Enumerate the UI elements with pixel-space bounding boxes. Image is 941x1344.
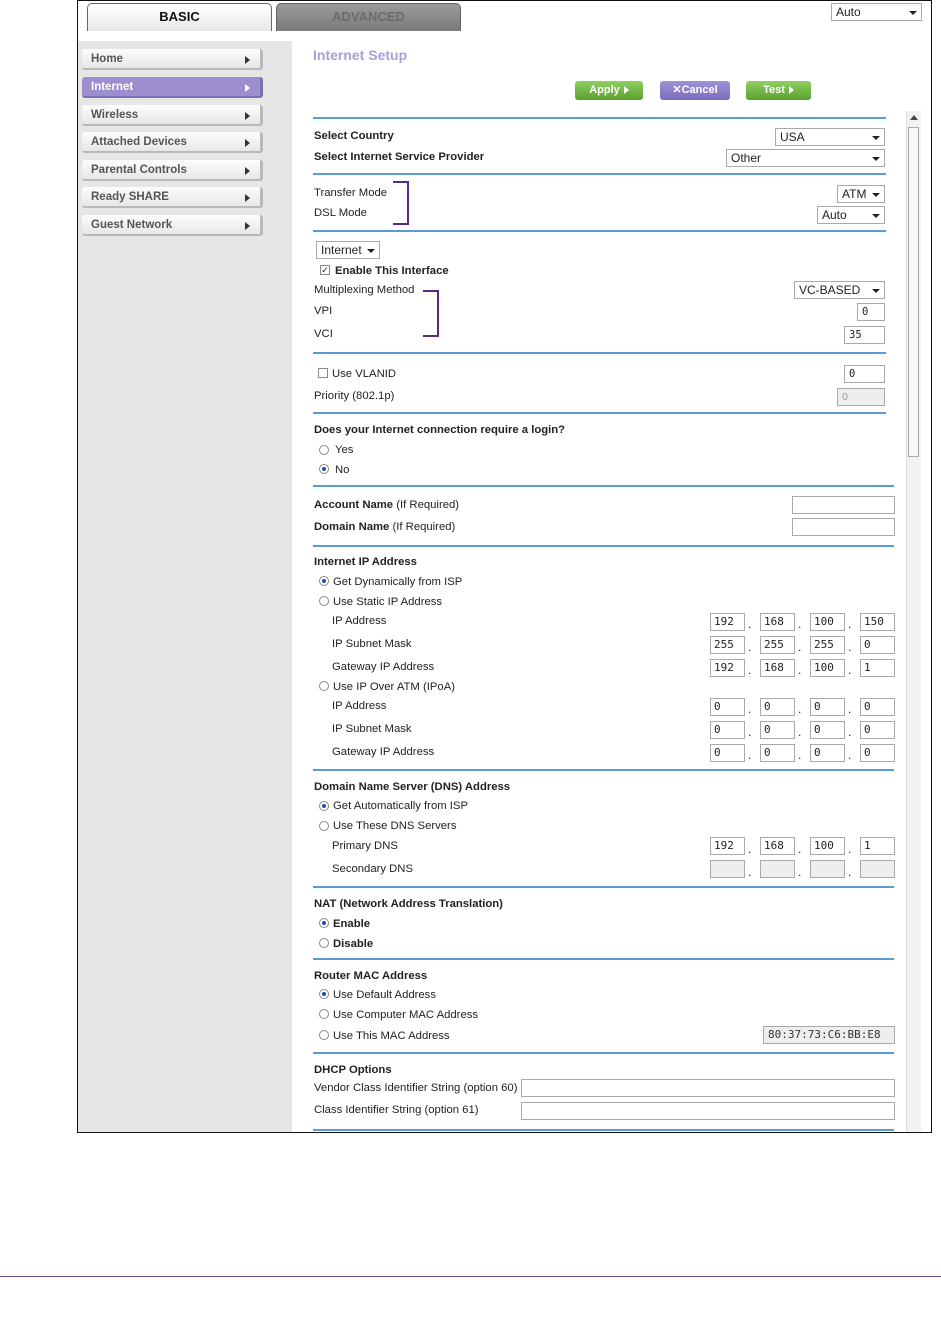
country-select[interactable]: [775, 128, 885, 146]
account-name-hint: (If Required): [396, 499, 460, 511]
vci-input[interactable]: 35: [844, 326, 885, 344]
interface-value: Internet: [321, 243, 362, 257]
page-footer-rule: [0, 1276, 941, 1277]
sidebar-item-guest-network[interactable]: [82, 215, 263, 236]
octet-separator: .: [798, 617, 802, 631]
ipoa-ip-octet-2[interactable]: 0: [760, 698, 795, 716]
chevron-right-icon: [245, 194, 250, 202]
mac-computer-label: Use Computer MAC Address: [333, 1009, 479, 1021]
section-divider: [313, 769, 894, 771]
sidebar-item-ready-share[interactable]: [82, 187, 263, 208]
static-mask-octet-2[interactable]: 255: [760, 636, 795, 654]
nat-enable-label: Enable: [333, 918, 371, 930]
octet-separator: .: [798, 842, 802, 856]
ipoa-ip-octet-1[interactable]: 0: [710, 698, 745, 716]
account-name-input[interactable]: [792, 496, 895, 514]
section-divider: [313, 1129, 894, 1131]
country-value: USA: [780, 130, 805, 144]
octet-separator: .: [748, 748, 752, 762]
section-divider: [313, 485, 894, 487]
sidebar-item-label: Guest Network: [91, 219, 173, 231]
primary-dns-octet-4[interactable]: 1: [860, 837, 895, 855]
dns-heading: Domain Name Server (DNS) Address: [314, 781, 511, 793]
ip-dynamic-label: Get Dynamically from ISP: [333, 576, 463, 588]
octet-separator: .: [848, 640, 852, 654]
ipoa-mask-octet-1[interactable]: 0: [710, 721, 745, 739]
transfer-mode-label: Transfer Mode: [314, 187, 388, 199]
close-icon: ✕: [672, 84, 682, 96]
chevron-down-icon: [909, 11, 917, 15]
callout-bracket: [423, 290, 439, 337]
priority-input[interactable]: 0: [837, 388, 885, 406]
secondary-dns-label: Secondary DNS: [332, 863, 413, 875]
primary-dns-octet-3[interactable]: 100: [810, 837, 845, 855]
login-question: Does your Internet connection require a login?: [314, 424, 566, 436]
domain-name-text: Domain Name: [314, 521, 390, 533]
mac-computer-radio[interactable]: [319, 1009, 329, 1019]
vendor-class-input[interactable]: [521, 1079, 895, 1097]
login-yes-radio[interactable]: [319, 445, 329, 455]
mac-address-input[interactable]: 80:37:73:C6:BB:E8: [763, 1026, 895, 1044]
sidebar-item-label: Internet: [91, 81, 134, 93]
isp-value: Other: [731, 151, 762, 165]
dsl-mode-label: DSL Mode: [314, 207, 367, 219]
main-content: [292, 41, 931, 1133]
section-divider: [313, 886, 894, 888]
secondary-dns-octet-4[interactable]: [860, 860, 895, 878]
octet-separator: .: [848, 865, 852, 879]
octet-separator: .: [798, 640, 802, 654]
dns-auto-label: Get Automatically from ISP: [333, 800, 468, 812]
callout-bracket: [393, 181, 409, 225]
octet-separator: .: [748, 702, 752, 716]
sidebar-item-parental-controls[interactable]: [82, 160, 263, 181]
sidebar-item-label: Wireless: [91, 109, 139, 121]
cancel-label: Cancel: [681, 84, 718, 96]
static-gateway-octet-4[interactable]: 1: [860, 659, 895, 677]
octet-separator: .: [798, 865, 802, 879]
ipoa-gateway-label: Gateway IP Address: [332, 746, 435, 758]
mac-this-label: Use This MAC Address: [333, 1030, 450, 1042]
ipoa-ip-octet-4[interactable]: 0: [860, 698, 895, 716]
scrollbar[interactable]: [906, 111, 921, 1133]
apply-label: Apply: [589, 84, 620, 96]
static-ip-octet-1[interactable]: 192: [710, 613, 745, 631]
priority-label: Priority (802.1p): [314, 390, 395, 402]
octet-separator: .: [848, 702, 852, 716]
chevron-right-icon: [245, 167, 250, 175]
chevron-down-icon: [872, 157, 880, 161]
octet-separator: .: [748, 865, 752, 879]
chevron-down-icon: [872, 289, 880, 293]
ip-dynamic-radio[interactable]: [319, 576, 329, 586]
vendor-class-label: Vendor Class Identifier String (option 60): [314, 1082, 518, 1094]
ip-ipoa-label: Use IP Over ATM (IPoA): [333, 681, 455, 693]
nat-disable-radio[interactable]: [319, 938, 329, 948]
chevron-down-icon: [872, 136, 880, 140]
secondary-dns-octet-2[interactable]: [760, 860, 795, 878]
sidebar-item-attached-devices[interactable]: [82, 132, 263, 153]
octet-separator: .: [748, 842, 752, 856]
domain-name-input[interactable]: [792, 518, 895, 536]
primary-dns-octet-2[interactable]: 168: [760, 837, 795, 855]
interface-select[interactable]: [316, 241, 380, 259]
router-admin-window: [77, 0, 932, 1133]
scroll-thumb[interactable]: [908, 127, 919, 457]
ip-static-radio[interactable]: [319, 596, 329, 606]
chevron-right-icon: [245, 222, 250, 230]
sidebar-item-label: Home: [91, 53, 123, 65]
static-ip-octet-3[interactable]: 100: [810, 613, 845, 631]
test-button[interactable]: [746, 81, 811, 100]
sidebar-item-label: Parental Controls: [91, 164, 187, 176]
section-divider: [313, 1052, 894, 1054]
section-divider: [313, 230, 886, 232]
dsl-mode-select[interactable]: [817, 206, 885, 224]
primary-dns-label: Primary DNS: [332, 840, 398, 852]
class-identifier-input[interactable]: [521, 1102, 895, 1120]
login-no-label: No: [335, 464, 350, 476]
page-title: Internet Setup: [313, 47, 408, 63]
sidebar-item-wireless[interactable]: [82, 105, 263, 126]
isp-select[interactable]: [726, 149, 885, 167]
octet-separator: .: [798, 702, 802, 716]
domain-name-hint: (If Required): [392, 521, 456, 533]
octet-separator: .: [848, 748, 852, 762]
transfer-mode-select[interactable]: [837, 185, 885, 203]
section-divider: [313, 117, 886, 119]
ip-static-label: Use Static IP Address: [333, 596, 443, 608]
ipoa-gateway-octet-3[interactable]: 0: [810, 744, 845, 762]
vci-label: VCI: [314, 328, 333, 340]
dns-manual-radio[interactable]: [319, 821, 329, 831]
vlan-checkbox[interactable]: [318, 368, 328, 378]
chevron-down-icon: [367, 249, 375, 253]
static-gateway-octet-3[interactable]: 100: [810, 659, 845, 677]
mac-default-radio[interactable]: [319, 989, 329, 999]
chevron-down-icon: [872, 214, 880, 218]
mac-heading: Router MAC Address: [314, 970, 428, 982]
account-name-text: Account Name: [314, 499, 394, 511]
multiplexing-value: VC-BASED: [799, 283, 861, 297]
octet-separator: .: [848, 725, 852, 739]
octet-separator: .: [848, 842, 852, 856]
login-no-radio[interactable]: [319, 464, 329, 474]
language-value: Auto: [836, 5, 861, 19]
static-gateway-octet-1[interactable]: 192: [710, 659, 745, 677]
static-mask-octet-1[interactable]: 255: [710, 636, 745, 654]
sidebar: [78, 41, 292, 1133]
static-ip-label: IP Address: [332, 615, 387, 627]
dns-auto-radio[interactable]: [319, 801, 329, 811]
section-divider: [313, 545, 894, 547]
mac-this-radio[interactable]: [319, 1030, 329, 1040]
static-gateway-label: Gateway IP Address: [332, 661, 435, 673]
vpi-input[interactable]: 0: [857, 303, 885, 321]
domain-name-label: [314, 521, 455, 533]
static-ip-octet-2[interactable]: 168: [760, 613, 795, 631]
static-gateway-octet-2[interactable]: 168: [760, 659, 795, 677]
section-divider: [313, 352, 886, 354]
nat-enable-radio[interactable]: [319, 918, 329, 928]
octet-separator: .: [748, 725, 752, 739]
account-name-label: [314, 499, 459, 511]
ipoa-gateway-octet-1[interactable]: 0: [710, 744, 745, 762]
ipoa-mask-octet-4[interactable]: 0: [860, 721, 895, 739]
nat-heading: NAT (Network Address Translation): [314, 898, 503, 910]
octet-separator: .: [798, 663, 802, 677]
dhcp-heading: DHCP Options: [314, 1064, 392, 1076]
mac-default-label: Use Default Address: [333, 989, 436, 1001]
play-icon: [789, 86, 794, 94]
static-mask-octet-3[interactable]: 255: [810, 636, 845, 654]
secondary-dns-octet-3[interactable]: [810, 860, 845, 878]
tab-basic[interactable]: BASIC: [87, 3, 272, 31]
static-mask-label: IP Subnet Mask: [332, 638, 412, 650]
octet-separator: .: [798, 748, 802, 762]
scroll-up-icon[interactable]: [910, 115, 918, 120]
vlan-input[interactable]: 0: [844, 365, 885, 383]
octet-separator: .: [748, 617, 752, 631]
octet-separator: .: [798, 725, 802, 739]
chevron-right-icon: [245, 84, 250, 92]
multiplexing-select[interactable]: [794, 281, 885, 299]
multiplexing-label: Multiplexing Method: [314, 284, 415, 296]
internet-ip-heading: Internet IP Address: [314, 556, 417, 568]
ipoa-gateway-octet-4[interactable]: 0: [860, 744, 895, 762]
ip-ipoa-radio[interactable]: [319, 681, 329, 691]
transfer-mode-value: ATM: [842, 187, 867, 201]
octet-separator: .: [848, 617, 852, 631]
cancel-button[interactable]: [660, 81, 730, 100]
isp-label: Select Internet Service Provider: [314, 151, 485, 163]
ipoa-mask-octet-2[interactable]: 0: [760, 721, 795, 739]
enable-interface-checkbox[interactable]: ✓: [321, 265, 329, 275]
dns-manual-label: Use These DNS Servers: [333, 820, 457, 832]
ipoa-mask-octet-3[interactable]: 0: [810, 721, 845, 739]
tab-bar: [78, 1, 931, 31]
section-divider: [313, 412, 886, 414]
country-label: Select Country: [314, 130, 394, 142]
chevron-right-icon: [245, 139, 250, 147]
nat-disable-label: Disable: [333, 938, 374, 950]
dsl-mode-value: Auto: [822, 208, 847, 222]
enable-interface-label: Enable This Interface: [335, 265, 449, 277]
ipoa-ip-label: IP Address: [332, 700, 387, 712]
section-divider: [313, 958, 894, 960]
section-divider: [313, 173, 886, 175]
play-icon: [624, 86, 629, 94]
sidebar-item-label: Attached Devices: [91, 136, 187, 148]
sidebar-item-internet[interactable]: [82, 77, 263, 98]
static-ip-octet-4[interactable]: 150: [860, 613, 895, 631]
octet-separator: .: [848, 663, 852, 677]
octet-separator: .: [748, 663, 752, 677]
vpi-label: VPI: [314, 305, 333, 317]
sidebar-item-home[interactable]: [82, 49, 263, 70]
sidebar-item-label: Ready SHARE: [91, 191, 169, 203]
vlan-label: Use VLANID: [332, 368, 397, 380]
chevron-down-icon: [872, 193, 880, 197]
chevron-right-icon: [245, 112, 250, 120]
ipoa-mask-label: IP Subnet Mask: [332, 723, 412, 735]
chevron-right-icon: [245, 56, 250, 64]
ipoa-gateway-octet-2[interactable]: 0: [760, 744, 795, 762]
static-mask-octet-4[interactable]: 0: [860, 636, 895, 654]
test-label: Test: [763, 84, 785, 96]
primary-dns-octet-1[interactable]: 192: [710, 837, 745, 855]
class-identifier-label: Class Identifier String (option 61): [314, 1104, 479, 1116]
octet-separator: .: [748, 640, 752, 654]
language-select[interactable]: [831, 3, 922, 21]
secondary-dns-octet-1[interactable]: [710, 860, 745, 878]
login-yes-label: Yes: [335, 444, 354, 456]
ipoa-ip-octet-3[interactable]: 0: [810, 698, 845, 716]
tab-advanced[interactable]: ADVANCED: [276, 3, 461, 31]
apply-button[interactable]: [575, 81, 643, 100]
